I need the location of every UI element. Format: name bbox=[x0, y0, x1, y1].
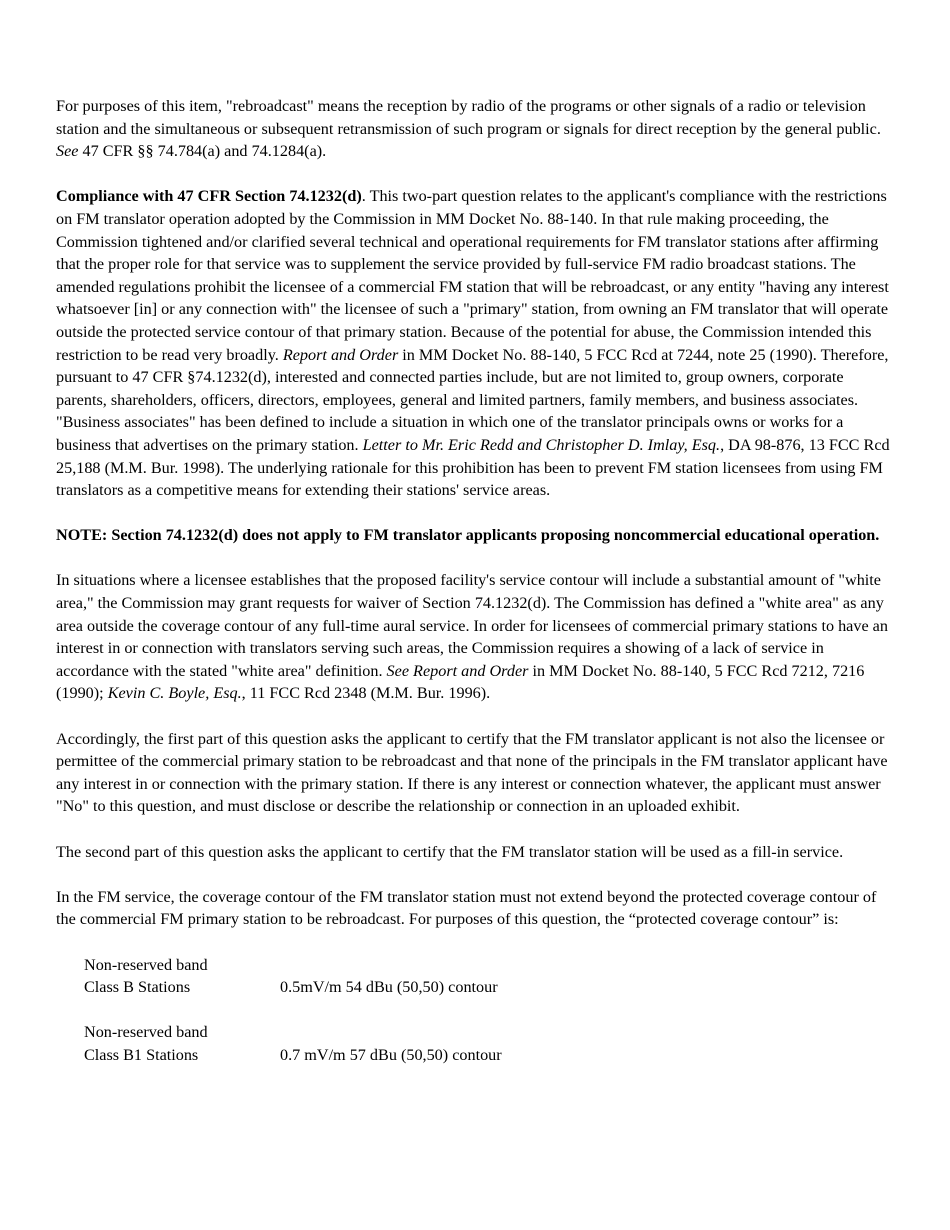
compliance-heading: Compliance with 47 CFR Section 74.1232(d) bbox=[56, 187, 362, 206]
note-paragraph: NOTE: Section 74.1232(d) does not apply to FM translator applicants proposing noncommercial educational operation. bbox=[56, 526, 880, 545]
contour-list bbox=[84, 954, 896, 1067]
compliance-paragraph: Compliance with 47 CFR Section 74.1232(d). This two-part question relates to the applicant's compliance with the restrictions on FM translator operation adopted by the Commission in MM Docket No. 88-140. In that rule making proceeding, the Commission tightened and/or clarified several technical and operational requirements for FM translator stations after affirming that the proper role for that service was to supplement the service provided by full-service FM radio broadcast stations. The amended regulations prohibit the licensee of a commercial FM station that will be rebroadcast, or any entity "having any interest whatsoever [in] or any connection with" the licensee of such a "primary" station, from owning an FM translator that will operate outside the protected service contour of that primary station. Because of the potential for abuse, the Commission intended this restriction to be read very broadly. Report and Order in MM Docket No. 88-140, 5 FCC Rcd at 7244, note 25 (1990). Therefore, pursuant to 47 CFR §74.1232(d), interested and connected parties include, but are not limited to, group owners, corporate parents, shareholders, officers, directors, employees, general and limited partners, family members, and business associates. "Business associates" has been defined to include a situation in which one of the translator principals owns or works for a business that advertises on the primary station. Letter to Mr. Eric Redd and Christopher D. Imlay, Esq., DA 98-876, 13 FCC Rcd 25,188 (M.M. Bur. 1998). The underlying rationale for this prohibition has been to prevent FM station licensees from using FM translators as a competitive means for extending their stations' service areas. bbox=[56, 187, 890, 500]
contour-value: 0.7 mV/m 57 dBu (50,50) contour bbox=[280, 1045, 502, 1064]
document-page bbox=[56, 95, 896, 1089]
contour-class: Class B1 Stations bbox=[84, 1045, 199, 1064]
contour-row bbox=[84, 1021, 896, 1066]
contour-row bbox=[84, 954, 896, 999]
second-part-paragraph: The second part of this question asks the applicant to certify that the FM translator station will be used as a fill-in service. bbox=[56, 842, 844, 861]
contour-band: Non-reserved band bbox=[84, 955, 208, 974]
rebroadcast-definition-paragraph: For purposes of this item, "rebroadcast" means the reception by radio of the programs or other signals of a radio or television station and the simultaneous or subsequent retransmission of such program or signals for direct reception by the general public. See 47 CFR §§ 74.784(a) and 74.1284(a). bbox=[56, 97, 881, 161]
contour-class: Class B Stations bbox=[84, 978, 191, 997]
contour-value: 0.5mV/m 54 dBu (50,50) contour bbox=[280, 978, 498, 997]
fm-service-paragraph: In the FM service, the coverage contour of the FM translator station must not extend beyond the protected coverage contour of the commercial FM primary station to be rebroadcast. For purposes of this question, the “protected coverage contour” is: bbox=[56, 887, 877, 929]
first-part-paragraph: Accordingly, the first part of this question asks the applicant to certify that the FM translator applicant is not also the licensee or permittee of the commercial primary station to be rebroadcast and that none of the principals in the FM translator applicant have any interest in or connection with the primary station. If there is any interest or connection whatever, the applicant must answer "No" to this question, and must disclose or describe the relationship or connection in an uploaded exhibit. bbox=[56, 729, 888, 816]
contour-band: Non-reserved band bbox=[84, 1023, 208, 1042]
white-area-paragraph: In situations where a licensee establishes that the proposed facility's service contour will include a substantial amount of "white area," the Commission may grant requests for waiver of Section 74.1232(d). The Commission has defined a "white area" as any area outside the coverage contour of any full-time aural service. In order for licensees of commercial primary stations to have an interest in or connection with translators serving such areas, the Commission requires a showing of a lack of service in accordance with the stated "white area" definition. See Report and Order in MM Docket No. 88-140, 5 FCC Rcd 7212, 7216 (1990); Kevin C. Boyle, Esq., 11 FCC Rcd 2348 (M.M. Bur. 1996). bbox=[56, 571, 888, 703]
